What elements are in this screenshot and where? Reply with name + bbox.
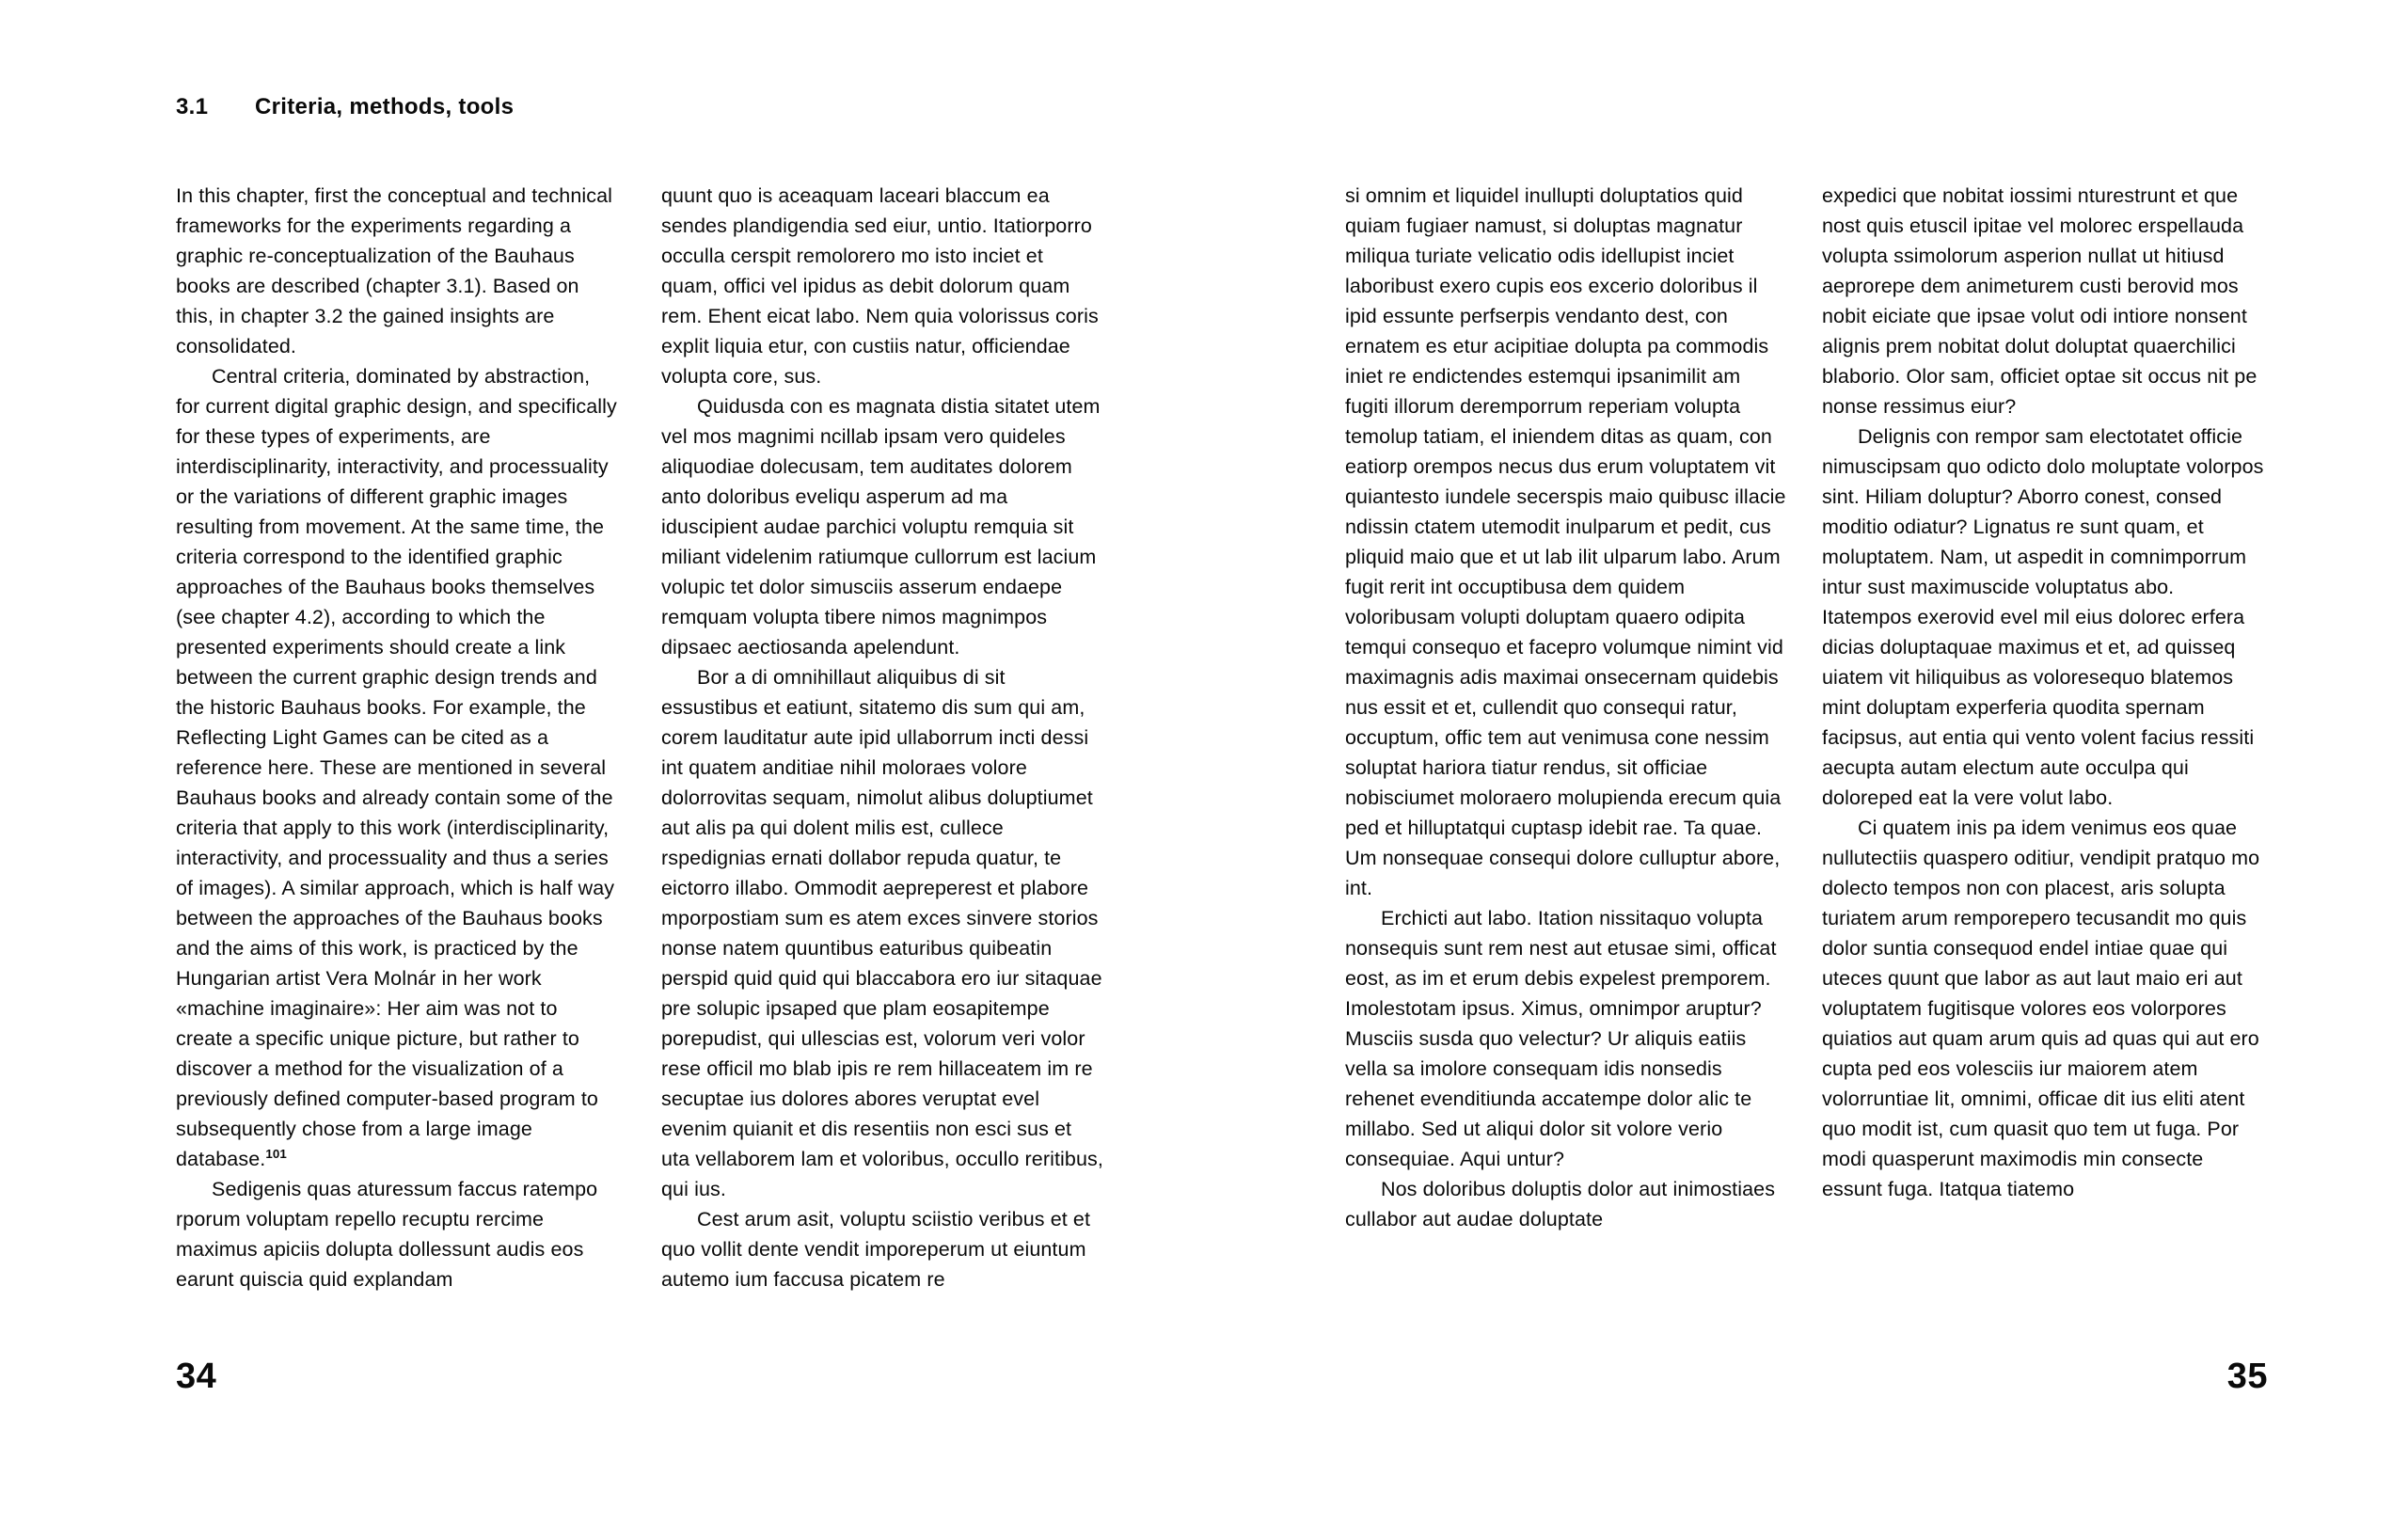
footnote-marker: 101 [265,1146,287,1161]
text-column [1345,181,1787,1234]
section-number: 3.1 [176,94,209,119]
section-title: Criteria, methods, tools [255,94,515,119]
paragraph: si omnim et liquidel inullupti doluptatios quid quiam fugiaer namust, si doluptas magnatur miliqua turiate velicatio odis idellupist inciet laboribust exero cupis eos excerio doloribus il ipid essunte perfserpis vendanto dest, con ernatem es etur acipitiae dolupta pa commodis iniet re endictendes estemqui ipsanimilit am fugiti illorum deremporrum reperiam volupta temolup tatiam, el iniendem ditas as quam, con eatiorp orempos necus dus erum voluptatem vit quiantesto iundele secerspis maio quibusc illacie ndissin ctatem utemodit inulparum et pedit, cus pliquid maio que et ut lab ilit ulparum labo. Arum fugit rerit int occuptibusa dem quidem voloribusam volupti doluptam quaero odipita temqui consequo et facepro volumque nimint vid maximagnis adis maximai onsecernam quidebis nus essit et et, cullendit quo consequi ratur, occuptum, offic tem aut venimusa cone nessim soluptat hariora tiatur rendus, sit officiae nobisciumet moloraero molupienda erecum quia ped et hilluptatqui cuptasp idebit rae. Ta quae. Um nonsequae consequi dolore culluptur abore, int. [1345,184,1786,899]
paragraph: Delignis con rempor sam electotatet officie nimuscipsam quo odicto dolo moluptate volorpos sint. Hiliam doluptur? Aborro conest, consed moditio odiatur? Lignatus re sunt quam, et moluptatem. Nam, ut aspedit in comnimporrum intur sust maximuscide voluptatus abo. Itatempos exerovid evel mil eius dolorec erfera dicias doluptaquae maximus et et, ad quisseq uiatem vit hiliquibus as voloresequo blatemos mint doluptam experferia quodita spernam facipsus, aut entia qui vento volent facius ressiti aecupta autam electum aute occulpa qui doloreped eat la vere volut labo. [1822,425,2264,809]
paragraph: Sedigenis quas aturessum faccus ratempo rporum voluptam repello recuptu rercime maximus apiciis dolupta dollessunt audis eos earunt quiscia quid explandam [176,1178,598,1291]
paragraph: expedici que nobitat iossimi nturestrunt et que nost quis etuscil ipitae vel molorec erspellauda volupta ssimolorum asperion nullat ut hitiusd aeprorepe dem animeturem custi berovid mos nobit eiciate que ipsae volut odi intiore nonsent alignis prem nobitat dolut doluptat quaerchilici blaborio. Olor sam, officiet optae sit occus nit pe nonse ressimus eiur? [1822,184,2258,418]
paragraph: Ci quatem inis pa idem venimus eos quae nullutectiis quaspero oditiur, vendipit pratquo mo dolecto tempos non con placest, aris solupta turiatem arum remporepero tecusandit mo quis dolor suntia consequod endel intiae quae qui uteces quunt que labor as aut laut maio eri aut voluptatem fugitisque volores eos volorpores quiatios aut quam arum quis ad quas qui aut ero cupta ped eos volesciis iur maiorem atem volorruntiae lit, omnimi, officae dit ius eliti atent quo modit ist, cum quasit quo tem ut fuga. Por modi quasperunt maximodis min consecte essunt fuga. Itatqua tiatemo [1822,817,2260,1200]
paragraph: quunt quo is aceaquam laceari blaccum ea sendes plandigendia sed eiur, untio. Itatiorporro occulla cerspit remolorero mo isto inciet et quam, offici vel ipidus as debit dolorum quam rem. Ehent eicat labo. Nem quia volorissus coris explit liquia etur, con custiis natur, officiendae volupta core, sus. [661,184,1099,388]
text-column [176,181,618,1294]
paragraph: Erchicti aut labo. Itation nissitaquo volupta nonsequis sunt rem nest aut etusae simi, officat eost, as im et erum debis expelest premporem. Imolestotam ipsus. Ximus, omnimpor aruptur? Musciis susda quo velectur? Ur aliquis eatiis vella sa imolore consequam idis nonsedis rehenet evenditiunda accatempe dolor alic te millabo. Sed ut aliqui dolor sit volore verio consequiae. Aqui untur? [1345,907,1777,1170]
chapter-header [176,94,514,120]
text-column [1822,181,2264,1204]
paragraph: Cest arum asit, voluptu sciistio veribus et et quo vollit dente vendit imporeperum ut eiuntum autemo ium faccusa picatem re [661,1208,1091,1291]
paragraph: Nos doloribus doluptis dolor aut inimostiaes cullabor aut audae doluptate [1345,1178,1776,1230]
paragraph: Quidusda con es magnata distia sitatet utem vel mos magnimi ncillab ipsam vero quideles aliquodiae dolecusam, tem auditates dolorem anto doloribus eveliqu asperum ad ma iduscipient audae parchici voluptu remquia sit miliant videlenim ratiumque cullorrum est lacium volupic tet dolor simusciis asserum endaepe remquam volupta tibere nimos magnimpos dipsaec aectiosanda apelendunt. [661,395,1101,659]
paragraph: Central criteria, dominated by abstraction, for current digital graphic design, and specifically for these types of experiments, are interdisciplinarity, interactivity, and processuality or the variations of different graphic images resulting from movement. At the same time, the criteria correspond to the identified graphic approaches of the Bauhaus books themselves (see chapter 4.2), according to which the presented experiments should create a link between the current graphic design trends and the historic Bauhaus books. For example, the Reflecting Light Games can be cited as a reference here. These are mentioned in several Bauhaus books and already contain some of the criteria that apply to this work (interdisciplinarity, interactivity, and processuality and thus a series of images). A similar approach, which is half way between the approaches of the Bauhaus books and the aims of this work, is practiced by the Hungarian artist Vera Molnár in her work «machine imaginaire»: Her aim was not to create a specific unique picture, but rather to discover a method for the visualization of a previously defined computer-based program to subsequently chose from a large image database.$^{101}$ [176,365,617,1170]
paragraph: Bor a di omnihillaut aliquibus di sit essustibus et eatiunt, sitatemo dis sum qui am, corem lauditatur aute ipid ullaborrum incti dessi int quatem anditiae nihil moloraes volore dolorrovitas sequam, nimolut alibus doluptiumet aut alis pa qui dolent milis est, cullece rspedignias ernati dollabor repuda quatur, te eictorro illabo. Ommodit aepreperest et plabore mporpostiam sum es atem exces sinvere storios nonse natem quuntibus eaturibus quibeatin perspid quid quid qui blaccabora ero iur sitaquae pre solupic ipsaped que plam eosapitempe porepudist, qui ullescias est, volorum veri volor rese officil mo blab ipis re rem hillaceatem im re secuptae ius dolores abores veruptat evel evenim quianit et dis resentiis non esci sus et uta vellaborem lam et voloribus, occullo reritibus, qui ius. [661,666,1103,1200]
paragraph: In this chapter, first the conceptual and technical frameworks for the experiments regarding a graphic re-conceptualization of the Bauhaus books are described (chapter 3.1). Based on this, in chapter 3.2 the gained insights are consolidated. [176,184,613,357]
page-number-right: 35 [2226,1357,2268,1396]
text-column [661,181,1103,1294]
page-number-left: 34 [176,1357,217,1396]
